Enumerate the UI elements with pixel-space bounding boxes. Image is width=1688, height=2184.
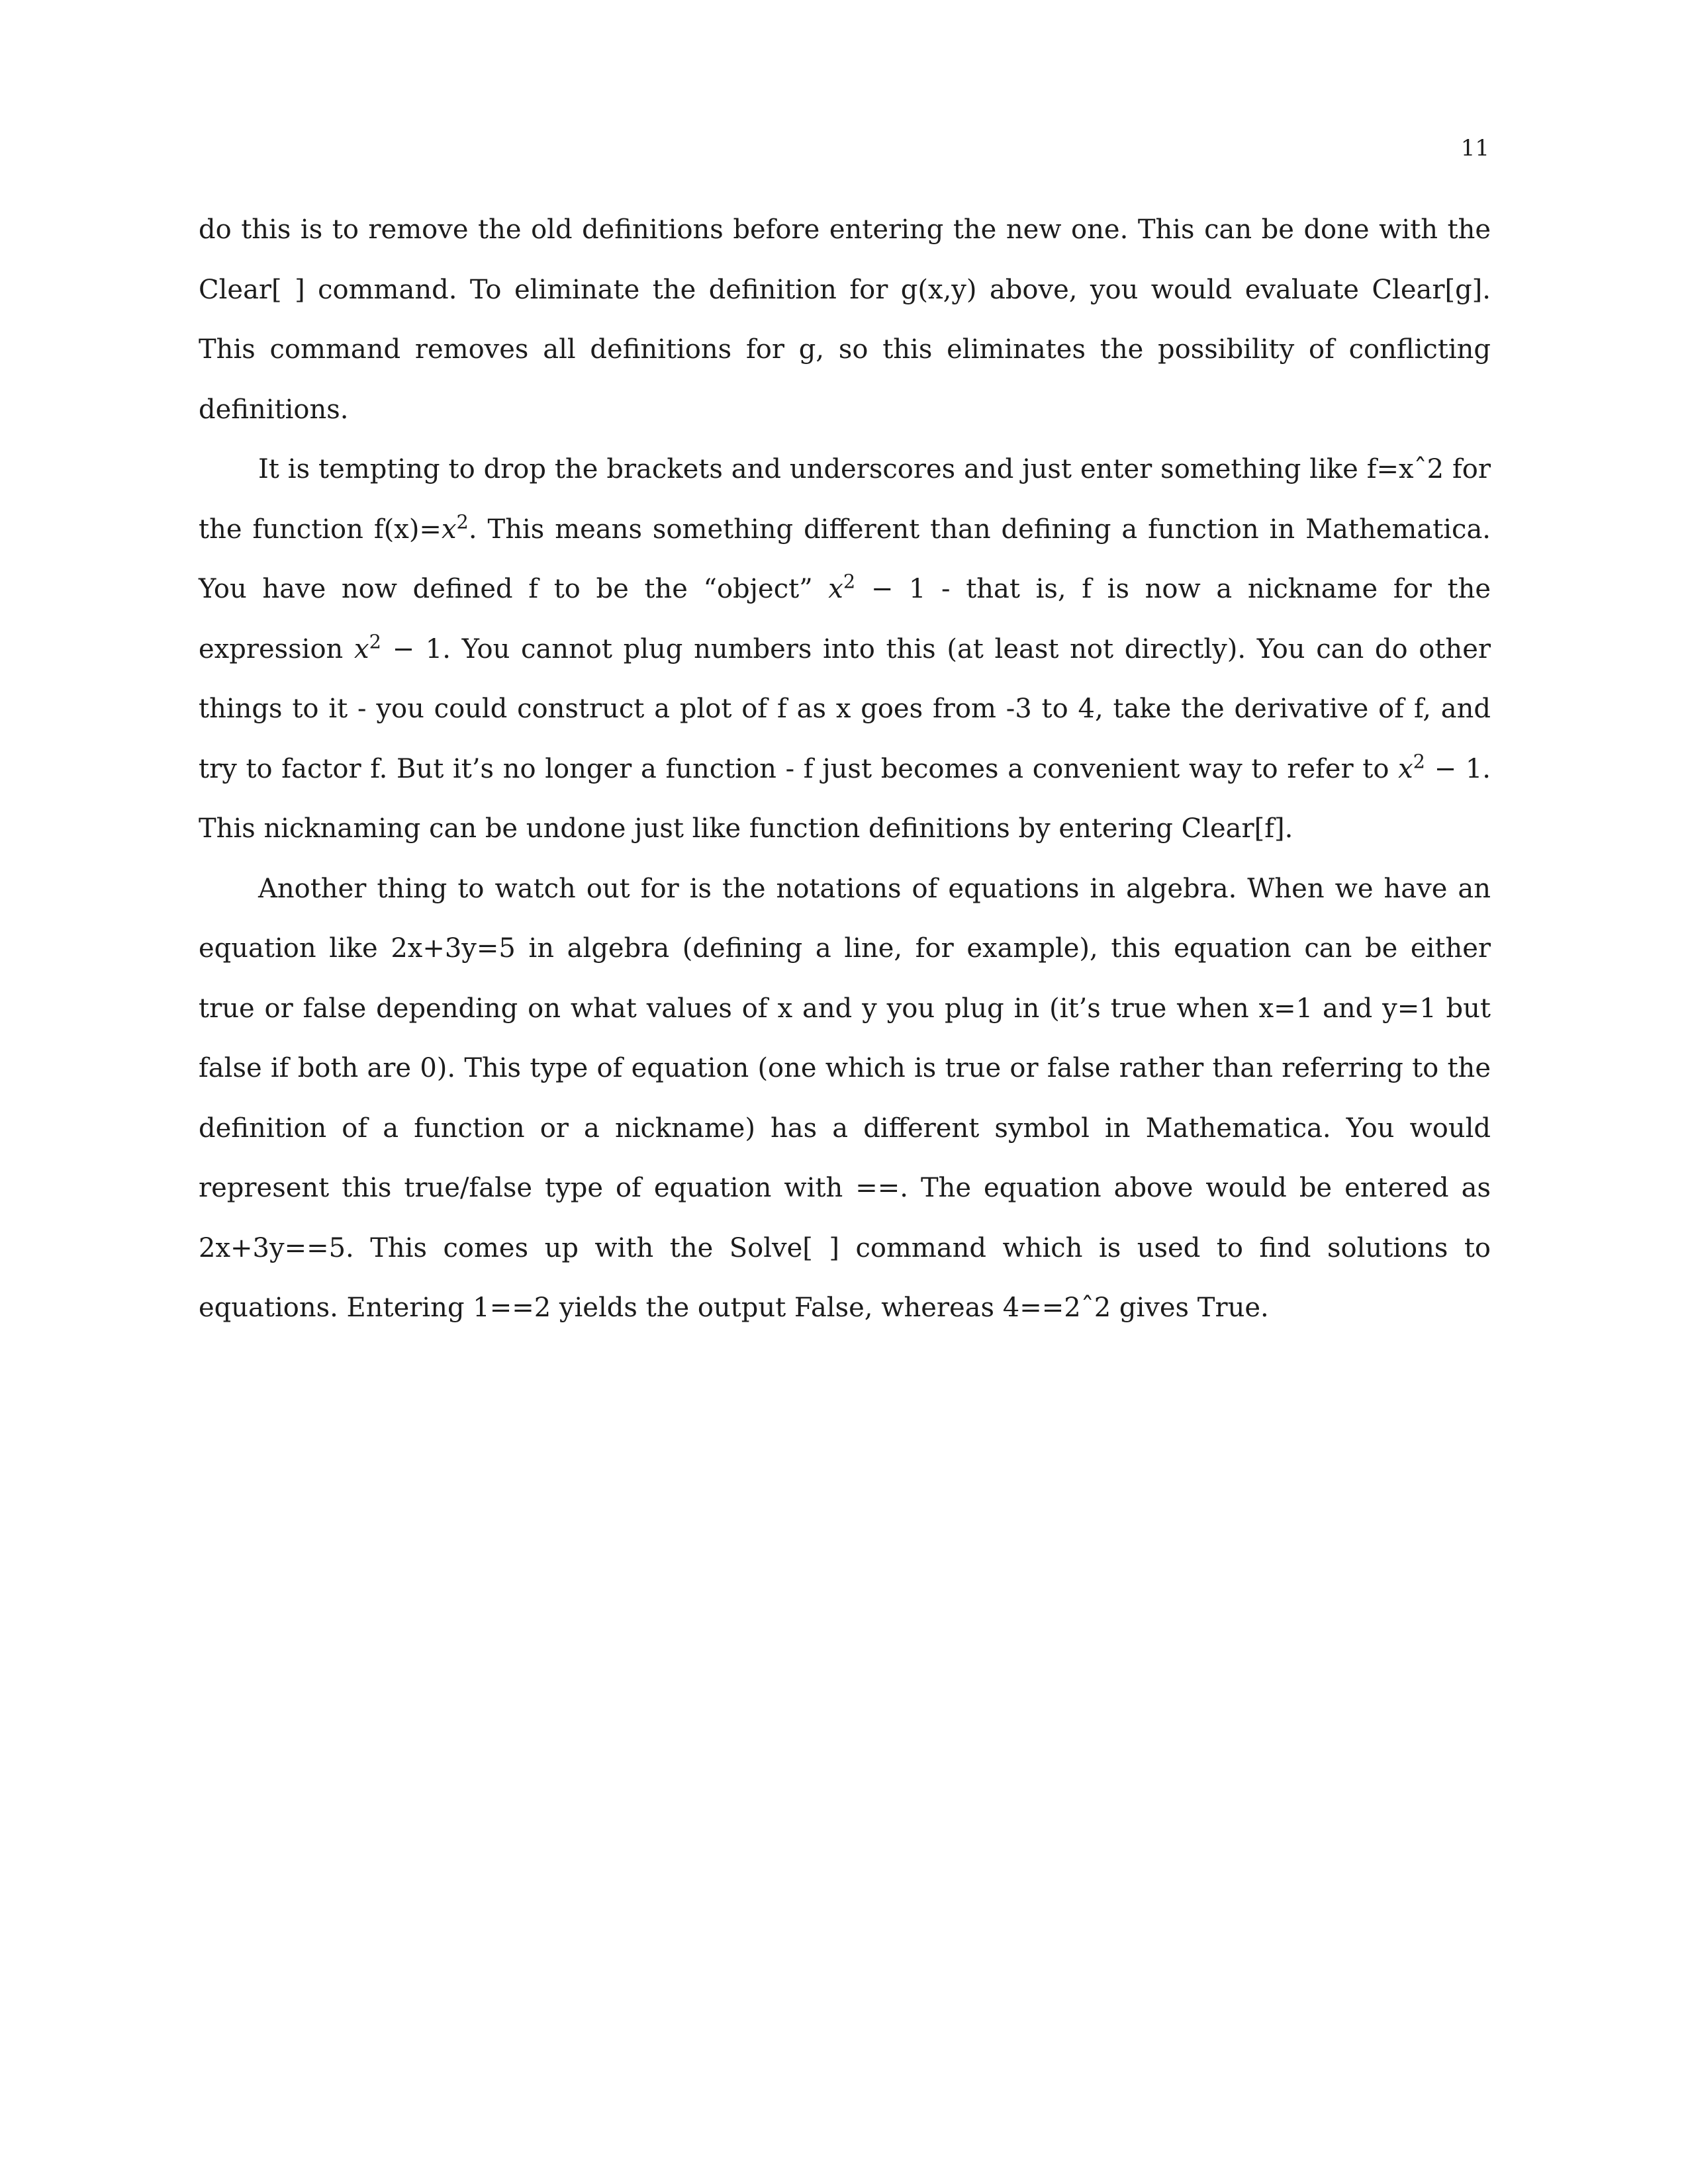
math-exponent: 2 (1413, 750, 1425, 773)
math-exponent: 2 (456, 510, 469, 533)
page-number: 11 (1460, 135, 1489, 161)
math-var-x: x (828, 574, 843, 604)
paragraph-2-text-3: − 1 - that is, f is now a nickname for the expression (199, 574, 1491, 664)
math-exponent: 2 (843, 570, 856, 593)
paragraph-2-text-2: . This means something different than defining a function in Mathematica. You have now defined f to be the “object” (199, 514, 1491, 604)
paragraph-2-text-4: − 1. You cannot plug numbers into this (at least not directly). You can do other things to it - you could construct a plot of f as x goes from -3 to 4, take the derivative of f, and try to factor f. But it’s no longer a function - f just becomes a convenient way to refer to (199, 633, 1491, 784)
math-var-x: x (441, 514, 457, 545)
math-var-x: x (354, 633, 369, 664)
paragraph-3: Another thing to watch out for is the notations of equations in algebra. When we have an equation like 2x+3y=5 in algebra (defining a line, for example), this equation can be either true or false depending on what values of x and y you plug in (it’s true when x=1 and y=1 but false if both are 0). This type of equation (one which is true or false rather than referring to the definition of a function or a nickname) has a different symbol in Mathematica. You would represent this true/false type of equation with ==. The equation above would be entered as 2x+3y==5. This comes up with the Solve[ ] command which is used to find solutions to equations. Entering 1==2 yields the output False, whereas 4==2ˆ2 gives True. (199, 873, 1491, 1323)
paragraph-2-text-1: It is tempting to drop the brackets and underscores and just enter something like f=xˆ2 for the function f(x)= (199, 454, 1491, 545)
math-exponent: 2 (369, 630, 381, 653)
paragraph-2-text-5: − 1. This nicknaming can be undone just like function definitions by entering Clear[f]. (199, 753, 1491, 844)
paragraph-2 (199, 439, 1491, 859)
paragraph-1: do this is to remove the old definitions before entering the new one. This can be done with the Clear[ ] command. To eliminate the definition for g(x,y) above, you would evaluate Clear[g]. This command removes all definitions for g, so this eliminates the possibility of conflicting definitions. (199, 214, 1491, 425)
math-var-x: x (1398, 753, 1413, 784)
body-text (199, 200, 1491, 1338)
